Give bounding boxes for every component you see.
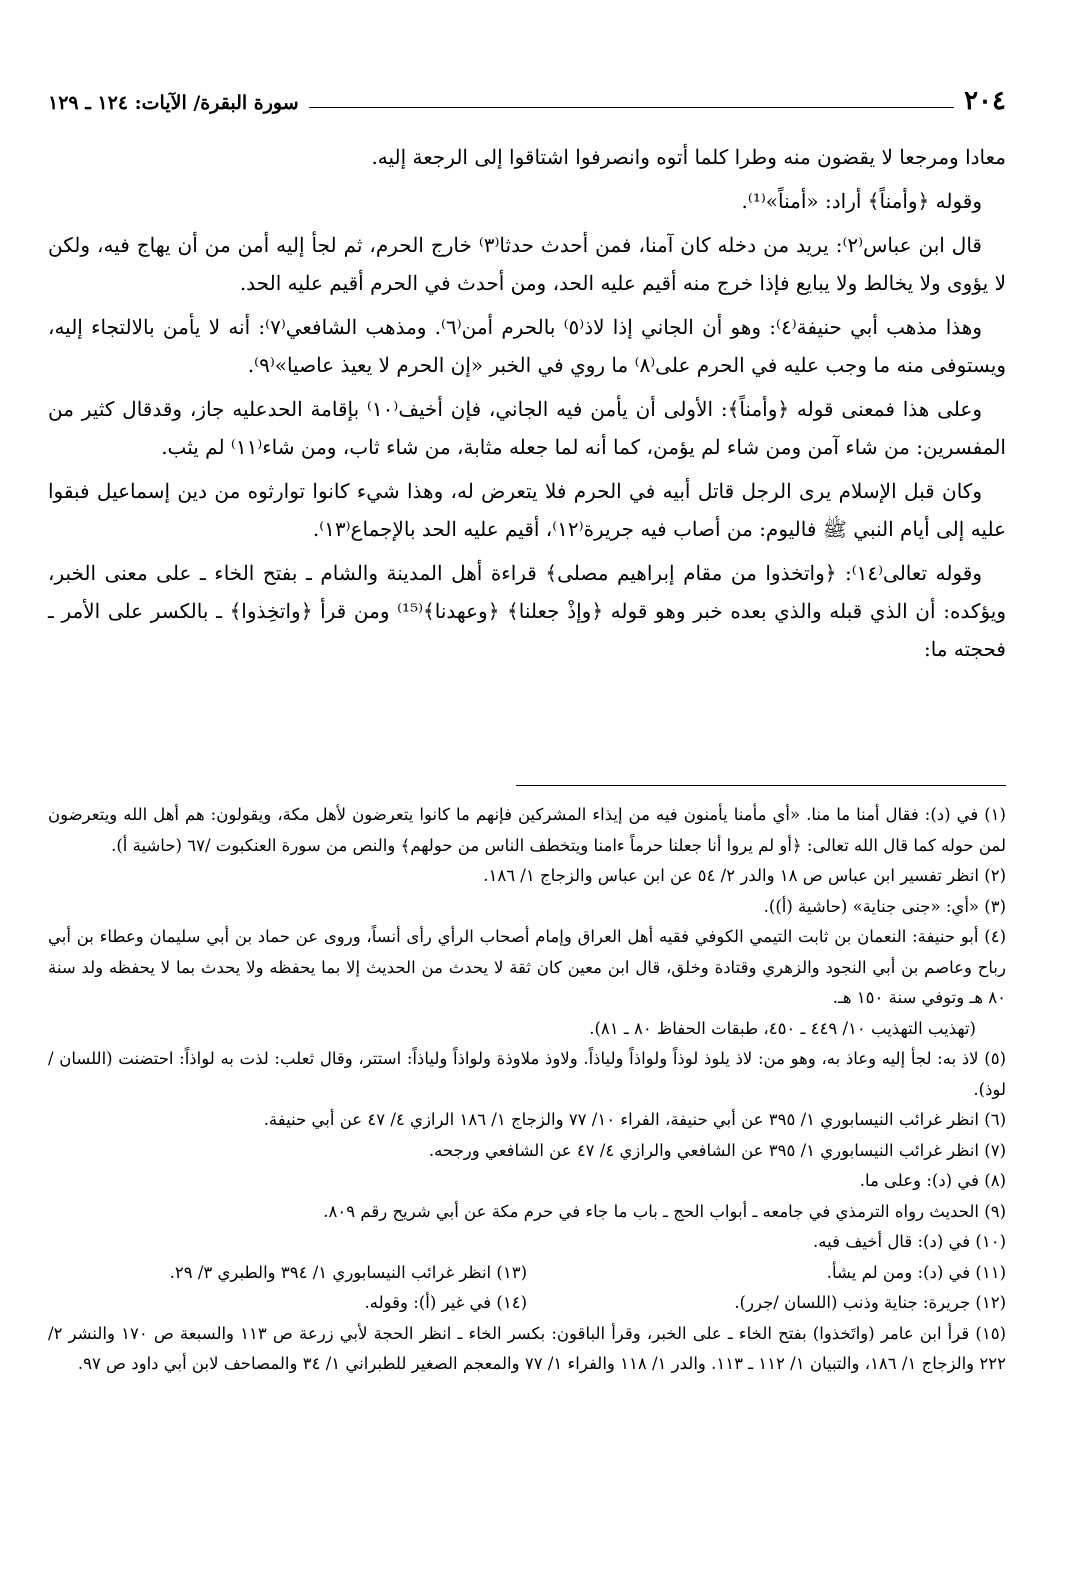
paragraph: معادا ومرجعا لا يقضون منه وطرا كلما أتوه وانصرفوا اشتاقوا إلى الرجعة إليه. <box>371 145 1006 169</box>
paragraph: وقوله تعالى⁽١٤⁾: ﴿واتخذوا من مقام إبراهيم مصلى﴾ قراءة أهل المدينة والشام ـ بفتح الخاء ـ على معنى الخبر، ويؤكده: أن الذي قبله والذي بعده خبر وهو قوله ﴿وإذْ جعلنا﴾ ﴿وعهدنا﴾⁽¹⁵⁾ ومن قرأ ﴿واتخِذوا﴾ ـ بالكسر على الأمر ـ فحجته ما: <box>48 561 1006 661</box>
footnote: (٩) الحديث رواه الترمذي في جامعه ـ أبواب الحج ـ باب ما جاء في حرم مكة عن أبي شريح رقم ٨٠٩. <box>323 1201 1006 1221</box>
footnote: (١٣) انظر غرائب النيسابوري ١/ ٣٩٤ والطبري ٣/ ٢٩. <box>169 1262 527 1282</box>
footnote: (٦) انظر غرائب النيسابوري ١/ ٣٩٥ عن أبي حنيفة، الفراء ١٠/ ٧٧ والزجاج ١/ ١٨٦ الرازي ٤/ ٤٧ عن أبي حنيفة. <box>263 1110 1006 1129</box>
footnote: (١٤) في غير (أ): وقوله. <box>364 1293 527 1312</box>
footnote: (٣) «أي: «جنى جناية» (حاشية (أ)). <box>763 896 1006 916</box>
paragraph: وقوله ﴿وأمناً﴾ أراد: «أمناً»⁽¹⁾. <box>741 189 982 213</box>
footnote: (٧) انظر غرائب النيسابوري ١/ ٣٩٥ عن الشافعي والرازي ٤/ ٤٧ عن الشافعي ورجحه. <box>428 1140 1006 1160</box>
paragraph: وكان قبل الإسلام يرى الرجل قاتل أبيه في الحرم فلا يتعرض له، وهذا شيء كانوا توارثوه من دين إسماعيل فبقوا عليه إلى أيام النبي ﷺ فاليوم: من أصاب فيه جريرة⁽١٢⁾، أقيم عليه الحد بالإجماع⁽١٣⁾. <box>48 479 1006 541</box>
footnote-separator <box>516 785 1006 786</box>
main-text <box>48 138 1006 674</box>
footnote: (٨) في (د): وعلى ما. <box>859 1171 1006 1190</box>
footnote: (١٢) جريرة: جناية وذنب (اللسان /جرر). <box>734 1293 1006 1312</box>
footnote: (١١) في (د): ومن لم يشأ. <box>826 1262 1006 1282</box>
header-rule <box>309 107 954 108</box>
paragraph: قال ابن عباس⁽٢⁾: يريد من دخله كان آمنا، فمن أحدث حدثا⁽٣⁾ خارج الحرم، ثم لجأ إليه أمن من أن يهاج فيه، ولكن لا يؤوى ولا يخالط ولا يبايع فإذا خرج منه أقيم عليه الحد، ومن أحدث في الحرم أقيم عليه الحد. <box>48 233 1006 295</box>
footnote: (١٥) قرأ ابن عامر (واتَخذوا) بفتح الخاء ـ على الخبر، وقرأ الباقون: بكسر الخاء ـ انظر الحجة لأبي زرعة ص ١١٣ والسبعة ص ١٧٠ والنشر ٢/ ٢٢٢ والزجاج ١/ ١٨٦، والتبيان ١/ ١١٢ ـ ١١٣. والدر ١/ ١١٨ والفراء ١/ ٧٧ والمعجم الصغير للطبراني ١/ ٣٤ والمصاحف لابن أبي داود ص ٩٧. <box>48 1323 1006 1373</box>
footnotes <box>48 800 1006 1380</box>
header-title: سورة البقرة/ الآيات: ١٢٤ ـ ١٢٩ <box>48 92 299 114</box>
footnote: (٥) لاذ به: لجأ إليه وعاذ به، وهو من: لاذ يلوذ لوذاً ولواذاً ولياذاً. ولاوذ ملاوذة ولواذاً ولياذاً: استتر، وقال ثعلب: لذت به لواذاً: احتضنت (اللسان / لوذ). <box>48 1049 1006 1099</box>
footnote-continuation: (تهذيب التهذيب ١٠/ ٤٤٩ ـ ٤٥٠، طبقات الحفاظ ٨٠ ـ ٨١). <box>589 1018 976 1038</box>
footnote: (٤) أبو حنيفة: النعمان بن ثابت التيمي الكوفي فقيه أهل العراق وإمام أصحاب الرأي رأى أنساً، وروى عن حماد بن أبي سليمان وعطاء بن أبي رباح وعاصم بن أبي النجود والزهري وقتادة وخلق، قال ابن معين كان ثقة لا يحدث من الحديث إلا بما يحفظه ولا يحدث بما لا يحفظه ولد سنة ٨٠ هـ وتوفي سنة ١٥٠ هـ. <box>48 927 1006 1007</box>
footnote: (١٠) في (د): قال أخيف فيه. <box>813 1232 1006 1251</box>
footnote-row <box>48 1288 1006 1319</box>
footnote-row <box>48 1258 1006 1289</box>
running-header <box>48 82 1006 118</box>
footnote: (٢) انظر تفسير ابن عباس ص ١٨ والدر ٢/ ٥٤ عن ابن عباس والزجاج ١/ ١٨٦. <box>483 866 1006 885</box>
footnote: (١) في (د): فقال أمنا ما منا. «أي مأمنا يأمنون فيه من إيذاء المشركين فإنهم ما كانوا يتعرضون لأهل مكة، ويقولون: هم أهل الله ويتعرضون لمن حوله كما قال الله تعالى: ﴿أو لم يروا أنا جعلنا حرماً ءامنا ويتخطف الناس من حولهم﴾ والنص من سورة العنكبوت /٦٧ (حاشية أ). <box>48 805 1006 855</box>
paragraph: وعلى هذا فمعنى قوله ﴿وأمناً﴾: الأولى أن يأمن فيه الجاني، فإن أخيف⁽١٠⁾ بإقامة الحدعليه جاز، وقدقال كثير من المفسرين: من شاء آمن ومن شاء لم يؤمن، كما أنه لما جعله مثابة، من شاء ثاب، ومن شاء⁽١١⁾ لم يثب. <box>48 397 1006 459</box>
paragraph: وهذا مذهب أبي حنيفة⁽٤⁾: وهو أن الجاني إذا لاذ⁽٥⁾ بالحرم أمن⁽٦⁾. ومذهب الشافعي⁽٧⁾: أنه لا يأمن بالالتجاء إليه، ويستوفى منه ما وجب عليه في الحرم على⁽٨⁾ ما روي في الخبر «إن الحرم لا يعيذ عاصيا»⁽٩⁾. <box>48 315 1006 377</box>
page-number: ٢٠٤ <box>964 86 1006 116</box>
